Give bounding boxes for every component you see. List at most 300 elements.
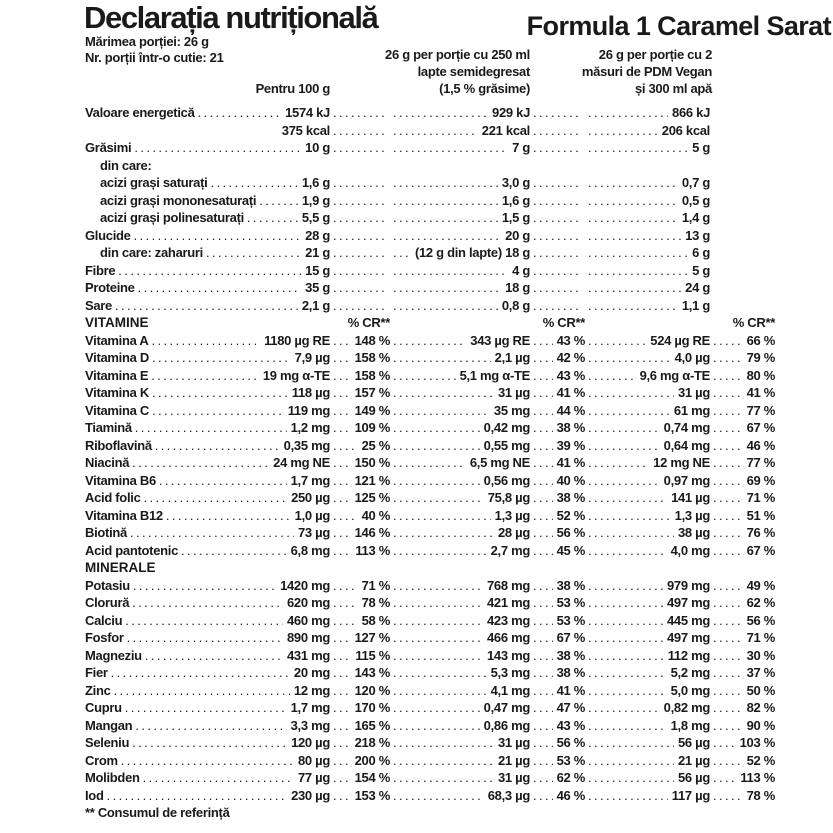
table-cell [330, 542, 390, 560]
row-label: Vitamina E [85, 367, 149, 383]
dot-leader [710, 769, 736, 787]
table-row [85, 384, 775, 402]
table-cell [148, 367, 330, 385]
amount-value: 1,7 mg [290, 700, 330, 715]
dot-leader [530, 437, 553, 455]
row-label: din care: zaharuri [100, 245, 203, 260]
percent-value: 79 % [746, 350, 775, 365]
row-label: Niacină [85, 455, 130, 470]
table-cell [330, 174, 390, 192]
dot-leader [390, 524, 494, 542]
amount-value: 890 mg [286, 630, 330, 645]
amount-value: 423 mg [486, 612, 530, 628]
dot-leader [710, 524, 743, 542]
percent-value: 45 % [556, 542, 585, 558]
dot-leader [390, 717, 480, 735]
amount-value: 4,1 mg [490, 682, 530, 698]
table-cell [585, 227, 710, 245]
percent-value: 46 % [746, 437, 775, 453]
dot-leader [585, 244, 688, 262]
table-cell [142, 647, 330, 665]
dot-leader [130, 577, 276, 595]
dot-leader [710, 542, 743, 560]
row-label: Clorură [85, 595, 130, 610]
table-cell [390, 384, 530, 402]
table-cell [330, 717, 390, 735]
column-header-line: lapte semidegresat [417, 64, 530, 79]
table-cell [330, 489, 390, 507]
table-cell [330, 122, 390, 140]
table-cell [330, 367, 390, 385]
dot-leader [390, 367, 456, 385]
table-cell [710, 717, 775, 735]
dot-leader [530, 279, 581, 297]
dot-leader [530, 664, 553, 682]
percent-value: 38 % [556, 490, 585, 505]
table-cell [530, 542, 585, 560]
table-cell [135, 279, 330, 297]
table-cell [390, 734, 530, 752]
percent-value: 43 % [556, 717, 585, 733]
dot-leader [390, 332, 466, 350]
dot-leader [390, 489, 484, 507]
dot-leader [585, 279, 681, 297]
row-label: Sare [85, 297, 112, 313]
amount-value: 5,1 mg α-TE [459, 367, 530, 383]
table-cell [330, 419, 390, 437]
table-cell [330, 139, 390, 157]
table-row [85, 419, 775, 437]
table-cell [585, 279, 710, 297]
dot-leader [390, 542, 487, 560]
percent-value: 80 % [746, 367, 775, 383]
dot-leader [330, 489, 351, 507]
table-cell [530, 454, 585, 472]
amount-value: 929 kJ [492, 105, 530, 120]
amount-value: 35 mg [493, 402, 530, 418]
table-cell [390, 682, 530, 700]
table-cell [140, 769, 330, 787]
amount-value: 56 µg [677, 735, 710, 750]
amount-value: 1180 µg RE [264, 332, 330, 348]
table-cell [530, 244, 585, 262]
table-cell [390, 472, 530, 490]
table-cell [330, 262, 390, 280]
dot-leader [330, 332, 351, 350]
percent-value: 58 % [361, 612, 390, 628]
table-row [85, 594, 775, 612]
percent-value: 44 % [556, 402, 585, 418]
table-cell [585, 629, 710, 647]
table-cell [330, 734, 390, 752]
table-cell [390, 419, 530, 437]
table-cell [85, 122, 330, 140]
table-cell [203, 244, 330, 262]
table-cell [390, 507, 530, 525]
table-cell [710, 682, 775, 700]
dot-leader [530, 244, 581, 262]
dot-leader [710, 489, 743, 507]
dot-leader [710, 367, 743, 385]
table-cell [330, 647, 390, 665]
amount-value: 0,74 mg [663, 420, 710, 435]
page-title: Declarația nutrițională [84, 0, 378, 35]
percent-value: 52 % [556, 507, 585, 523]
percent-value: 53 % [556, 752, 585, 768]
table-cell [710, 507, 775, 525]
amount-value: 24 g [685, 280, 710, 295]
table-cell [124, 629, 330, 647]
percent-value: 67 % [556, 630, 585, 645]
amount-value: 1,4 g [681, 210, 710, 225]
table-cell [585, 209, 710, 227]
table-cell [390, 594, 530, 612]
dot-leader [390, 227, 501, 245]
dot-leader [530, 699, 553, 717]
percent-value: 41 % [746, 385, 775, 400]
row-label: Seleniu [85, 735, 130, 750]
percent-value: 127 % [354, 630, 390, 645]
dot-leader [330, 734, 351, 752]
dot-leader [530, 227, 581, 245]
amount-value: 0,86 mg [483, 717, 530, 733]
table-cell [585, 542, 710, 560]
dot-leader [330, 787, 351, 805]
column-header-line: (1,5 % grăsime) [439, 81, 530, 96]
table-cell [585, 332, 710, 350]
dot-leader [710, 734, 736, 752]
table-cell [710, 769, 775, 787]
amount-value: 1,6 g [301, 175, 330, 190]
dot-leader [129, 454, 269, 472]
table-cell [530, 507, 585, 525]
percent-value: 67 % [746, 420, 775, 435]
dot-leader [390, 419, 480, 437]
table-cell [710, 647, 775, 665]
dot-leader [330, 279, 386, 297]
percent-value: 52 % [746, 752, 775, 768]
dot-leader [530, 577, 553, 595]
percent-value: 158 % [354, 350, 390, 365]
dot-leader [710, 577, 743, 595]
dot-leader [390, 122, 478, 140]
table-cell [710, 367, 775, 385]
row-label: Vitamina B6 [85, 472, 156, 488]
amount-value: 1,2 mg [290, 420, 330, 435]
percent-value: 40 % [556, 472, 585, 488]
table-cell [390, 332, 530, 350]
table-cell [390, 787, 530, 805]
dot-leader [330, 437, 358, 455]
reference-intake-footnote: ** Consumul de referință [85, 805, 230, 820]
dot-leader [132, 419, 287, 437]
table-row [85, 752, 775, 770]
dot-leader [207, 174, 297, 192]
table-cell [710, 577, 775, 595]
dot-leader [390, 507, 491, 525]
table-cell [585, 664, 710, 682]
amount-value: 1,7 mg [290, 472, 330, 488]
amount-value: 431 mg [286, 647, 330, 663]
dot-leader [530, 192, 581, 210]
table-cell [390, 227, 530, 245]
table-cell [390, 577, 530, 595]
table-cell [585, 174, 710, 192]
percent-value: 41 % [556, 385, 585, 400]
dot-leader [530, 542, 553, 560]
dot-leader [390, 209, 498, 227]
table-cell [710, 489, 775, 507]
row-label: din care: [100, 157, 152, 173]
amount-value: 19 mg α-TE [262, 367, 330, 383]
dot-leader [530, 682, 553, 700]
table-cell [585, 787, 710, 805]
row-label: Iod [85, 787, 104, 803]
percent-value: 77 % [746, 402, 775, 418]
table-cell [244, 209, 330, 227]
dot-leader [585, 507, 671, 525]
row-label: Proteine [85, 280, 135, 295]
table-cell [530, 594, 585, 612]
amount-value: 143 mg [486, 647, 530, 663]
amount-value: 421 mg [486, 595, 530, 610]
table-cell [530, 297, 585, 315]
row-label: Molibden [85, 770, 140, 785]
table-cell [585, 612, 710, 630]
table-cell [141, 489, 330, 507]
table-cell [530, 524, 585, 542]
percent-value: 143 % [354, 665, 390, 680]
percent-value: 67 % [746, 542, 775, 558]
table-cell [178, 542, 330, 560]
table-cell [585, 472, 710, 490]
dot-leader [390, 279, 501, 297]
percent-value: 153 % [354, 787, 390, 803]
table-cell [390, 297, 530, 315]
table-cell [710, 402, 775, 420]
amount-value: 3,3 mg [290, 717, 330, 733]
dot-leader [390, 454, 466, 472]
table-cell [207, 174, 330, 192]
dot-leader [330, 647, 351, 665]
percent-value: 49 % [746, 577, 775, 593]
table-row [85, 437, 775, 455]
dot-leader [530, 332, 553, 350]
amount-value: 18 g [505, 280, 530, 295]
table-cell [585, 594, 710, 612]
dot-leader [330, 699, 351, 717]
row-label: Vitamina A [85, 332, 149, 348]
dot-leader [530, 402, 553, 420]
table-cell [530, 612, 585, 630]
amount-value: 0,5 g [681, 192, 710, 208]
dot-leader [330, 419, 351, 437]
table-cell [390, 244, 530, 262]
amount-value: 141 µg [671, 490, 710, 505]
table-row [85, 227, 775, 245]
percent-value: 25 % [361, 437, 390, 453]
dot-leader [390, 297, 498, 315]
table-cell [330, 787, 390, 805]
table-cell [330, 629, 390, 647]
dot-leader [710, 682, 743, 700]
row-label: VITAMINE [85, 315, 149, 330]
dot-leader [585, 717, 667, 735]
dot-leader [390, 612, 483, 630]
table-row [85, 332, 775, 350]
amount-value: 375 kcal [281, 122, 330, 138]
row-label: Grăsimi [85, 140, 132, 155]
amount-value: 0,35 mg [283, 437, 330, 453]
table-cell [163, 507, 330, 525]
table-cell [710, 454, 775, 472]
table-cell [330, 524, 390, 542]
dot-leader [131, 227, 302, 245]
dot-leader [330, 139, 386, 157]
serving-size: Mărimea porției: 26 g [85, 34, 209, 49]
table-cell [149, 402, 330, 420]
table-cell [530, 682, 585, 700]
dot-leader [115, 262, 301, 280]
table-cell [390, 279, 530, 297]
dot-leader [390, 349, 491, 367]
dot-leader [118, 752, 294, 770]
dot-leader [530, 612, 553, 630]
dot-leader [330, 577, 358, 595]
dot-leader [585, 699, 660, 717]
amount-value: 80 µg [297, 752, 330, 768]
amount-value: 2,1 g [301, 297, 330, 313]
table-cell [330, 279, 390, 297]
table-row [85, 577, 775, 595]
dot-leader [585, 419, 660, 437]
amount-value: 1,0 µg [294, 507, 330, 523]
table-cell [330, 384, 390, 402]
dot-leader [585, 612, 663, 630]
table-cell [149, 384, 330, 402]
table-row [85, 664, 775, 682]
percent-value: 38 % [556, 577, 585, 593]
table-cell [530, 314, 585, 332]
table-row [85, 297, 775, 315]
table-cell [710, 524, 775, 542]
amount-value: 1574 kJ [285, 105, 330, 120]
dot-leader [585, 787, 668, 805]
row-label: Mangan [85, 717, 133, 733]
amount-value: 9,6 mg α-TE [639, 367, 710, 383]
percent-value: 41 % [556, 455, 585, 470]
dot-leader [530, 524, 553, 542]
table-cell [530, 192, 585, 210]
table-row [85, 104, 775, 122]
table-cell [585, 104, 710, 122]
table-cell [530, 787, 585, 805]
table-cell [390, 192, 530, 210]
table-cell [390, 174, 530, 192]
dot-leader [530, 769, 553, 787]
table-cell [585, 734, 710, 752]
dot-leader [530, 297, 581, 315]
dot-leader [710, 402, 743, 420]
table-cell [330, 104, 390, 122]
percent-value: 39 % [556, 437, 585, 453]
row-label: Riboflavină [85, 437, 152, 453]
dot-leader [140, 769, 294, 787]
percent-value: 157 % [354, 385, 390, 400]
table-cell [330, 682, 390, 700]
amount-value: 21 g [305, 245, 330, 260]
percent-value: 109 % [354, 420, 390, 435]
amount-value: 0,8 g [501, 297, 530, 313]
dot-leader [390, 262, 508, 280]
percent-value: 41 % [556, 682, 585, 698]
amount-value: 0,42 mg [483, 420, 530, 435]
percent-value: 115 % [355, 647, 390, 663]
table-cell [530, 437, 585, 455]
table-cell [330, 297, 390, 315]
dot-leader [585, 734, 674, 752]
table-cell [390, 209, 530, 227]
dot-leader [163, 507, 291, 525]
dot-leader [256, 192, 298, 210]
amount-value: 12 mg [293, 682, 330, 698]
amount-value: 1,6 g [501, 192, 530, 208]
table-cell [112, 297, 330, 315]
amount-value: 0,82 mg [663, 700, 710, 715]
percent-value: 90 % [746, 717, 775, 733]
amount-value: 1,9 g [301, 192, 330, 208]
table-cell [710, 384, 775, 402]
dot-leader [530, 419, 553, 437]
table-cell [710, 437, 775, 455]
nutrition-table [85, 104, 775, 804]
table-row [85, 542, 775, 560]
amount-value: (12 g din lapte) 18 g [414, 245, 530, 260]
dot-leader [330, 402, 351, 420]
percent-value: 62 % [746, 595, 775, 610]
dot-leader [530, 384, 553, 402]
dot-leader [330, 244, 386, 262]
table-cell [710, 699, 775, 717]
table-cell [330, 332, 390, 350]
dot-leader [244, 209, 298, 227]
row-label: Fibre [85, 262, 116, 278]
percent-value: 69 % [746, 472, 775, 488]
amount-value: 497 mg [666, 630, 710, 645]
section-header-row [85, 314, 775, 332]
dot-leader [710, 349, 743, 367]
table-row [85, 682, 775, 700]
row-label: Vitamina D [85, 350, 149, 365]
dot-leader [710, 507, 743, 525]
table-row [85, 507, 775, 525]
dot-leader [585, 629, 663, 647]
percent-value: 154 % [354, 770, 390, 785]
dot-leader [710, 612, 743, 630]
table-cell [390, 752, 530, 770]
table-row [85, 524, 775, 542]
amount-value: 7 g [512, 140, 530, 155]
table-cell [152, 437, 330, 455]
dot-leader [530, 139, 581, 157]
table-cell [330, 664, 390, 682]
amount-value: 620 mg [286, 595, 330, 610]
table-cell [585, 297, 710, 315]
amount-value: 230 µg [291, 787, 330, 803]
table-cell [530, 699, 585, 717]
amount-value: 20 mg [293, 665, 330, 680]
amount-value: 21 µg [677, 752, 710, 768]
